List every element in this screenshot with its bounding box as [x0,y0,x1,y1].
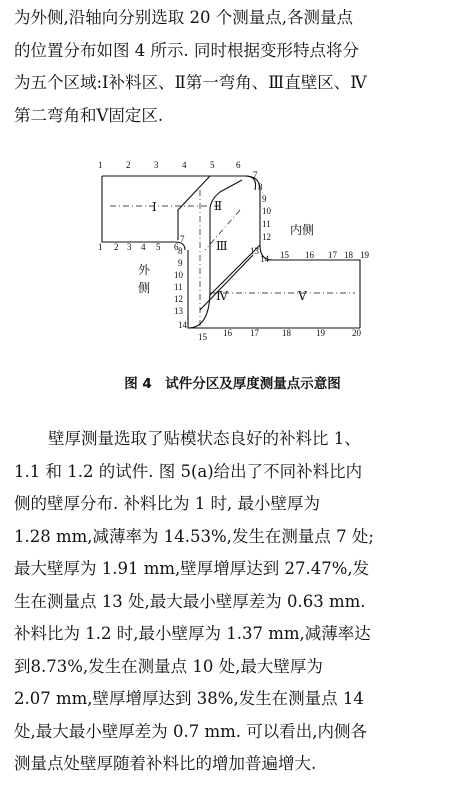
outer-side-label: 侧 [138,281,151,295]
inner-side-label: 内侧 [290,223,315,237]
point-label: 5 [156,242,161,252]
point-label: 8 [178,246,183,256]
point-label: 1 [98,160,103,170]
text-line: 补料比为 1.2 时,最小壁厚为 1.37 mm,减薄率达 [14,624,371,643]
point-label: 15 [280,250,289,260]
point-label: 4 [141,242,146,252]
text-line: 2.07 mm,壁厚增厚达到 38%,发生在测量点 14 [14,689,364,708]
point-label: 2 [126,160,131,170]
point-label: 7 [180,234,185,244]
text-line: 为五个区域:Ⅰ补料区、Ⅱ第一弯角、Ⅲ直壁区、Ⅳ [14,73,367,92]
point-label: 15 [198,332,207,342]
point-label: 3 [154,160,159,170]
point-label: 4 [182,160,187,170]
point-label: 13 [250,246,259,256]
point-label: 16 [305,250,314,260]
text-line: 最大壁厚为 1.91 mm,壁厚增厚达到 27.47%,发 [14,559,370,578]
text-line: 1.1 和 1.2 的试件. 图 5(a)给出了不同补料比内 [14,461,363,481]
point-label: 18 [344,250,353,260]
point-label: 5 [210,160,215,170]
text-line: 1.28 mm,减薄率为 14.53%,发生在测量点 7 处; [14,526,374,546]
text-line: 壁厚测量选取了贴模状态良好的补料比 1、 [48,429,361,448]
text-line: 到8.73%,发生在测量点 10 处,最大壁厚为 [14,656,323,676]
point-label: 10 [174,270,183,280]
point-label: 12 [174,294,183,304]
region-label: Ⅴ [298,289,307,303]
point-label: 13 [174,306,183,316]
region-label: Ⅰ [152,200,157,214]
text-line: 第二弯角和Ⅴ固定区. [14,105,164,125]
point-label: 8 [258,182,263,192]
point-label: 19 [360,250,369,260]
point-label: 11 [174,282,183,292]
point-label: 17 [250,328,259,338]
text-line: 处,最大最小壁厚差为 0.7 mm. 可以看出,内侧各 [14,721,368,741]
point-label: 6 [174,242,179,252]
text-line: 的位置分布如图 4 所示. 同时根据变形特点将分 [14,40,359,60]
point-label: 6 [236,160,241,170]
text-line: 测量点处壁厚随着补料比的增加普遍增大. [14,754,317,773]
region-label: Ⅳ [216,289,228,303]
paragraph-intro [14,2,454,132]
point-label: 14 [260,254,269,264]
outer-side-label: 外 [138,263,151,277]
point-label: 19 [316,328,325,338]
point-label: 1 [98,242,103,252]
point-label: 18 [282,328,291,338]
figure-caption: 图 4 试件分区及厚度测量点示意图 [124,376,341,392]
point-label: 14 [178,320,187,330]
point-label: 12 [262,232,271,242]
region-label: Ⅲ [216,239,228,253]
text-line: 为外侧,沿轴向分别选取 20 个测量点,各测量点 [14,8,353,27]
point-label: 20 [352,328,361,338]
point-label: 7 [253,170,258,180]
paragraph-thickness [14,423,454,781]
point-label: 17 [328,250,337,260]
point-label: 10 [262,206,271,216]
region-label: Ⅱ [214,199,223,213]
text-line: 生在测量点 13 处,最大最小壁厚差为 0.63 mm. [14,591,366,611]
text-line: 侧的壁厚分布. 补料比为 1 时, 最小壁厚为 [14,494,320,513]
point-label: 9 [178,258,183,268]
point-label: 11 [262,219,271,229]
figure-measurement-points [90,150,380,350]
point-label: 3 [127,242,132,252]
point-label: 9 [262,194,267,204]
point-label: 2 [114,242,119,252]
point-label: 16 [223,328,232,338]
